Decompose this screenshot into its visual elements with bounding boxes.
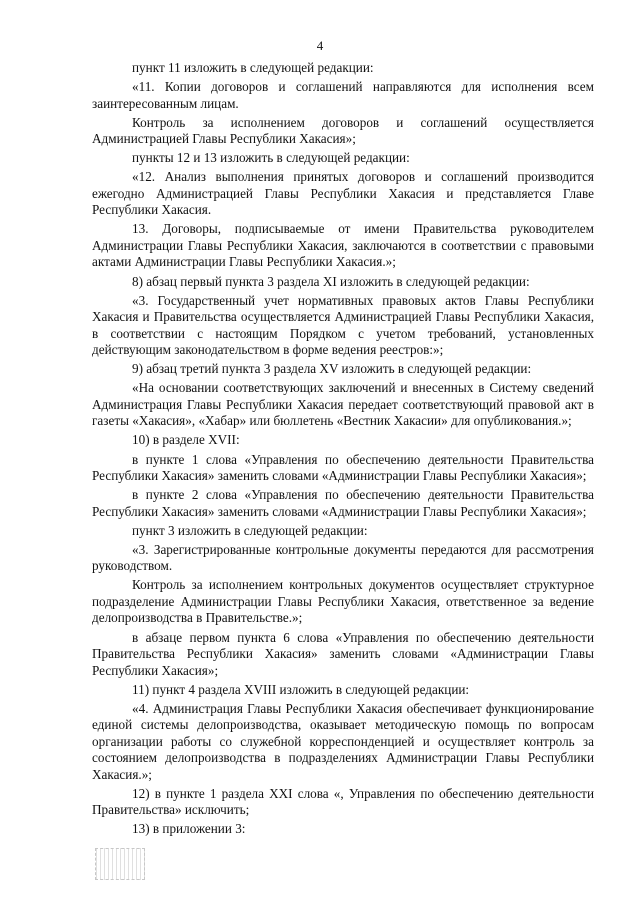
paragraph: «4. Администрация Главы Республики Хакасия обеспечивает функционирование единой системы делопроизводства, оказывает методическую помощь по вопросам организации работы со служебной корреспонденцией и осуществляет контроль за состоянием делопроизводства в подразделениях Администрации Главы Республики Хакасия.»; <box>92 700 594 782</box>
paragraph: «12. Анализ выполнения принятых договоров и соглашений производится ежегодно Администрацией Главы Республики Хакасия и представляется Главе Республики Хакасия. <box>92 169 594 218</box>
paragraph: в пункте 1 слова «Управления по обеспечению деятельности Правительства Республики Хакасия» заменить словами «Администрации Главы Республики Хакасия»; <box>92 451 594 484</box>
paragraph: «3. Государственный учет нормативных правовых актов Главы Республики Хакасия и Правительства осуществляется Администрацией Главы Республики Хакасия, в соответствии с настоящим Порядком с учетом требований, установленных действующим законодательством в форме ведения реестров:»; <box>92 292 594 358</box>
paragraph: 13. Договоры, подписываемые от имени Правительства руководителем Администрации Главы Республики Хакасия, заключаются в соответствии с правовыми актами Администрации Главы Республики Хакасия.»; <box>92 221 594 270</box>
page-number: 4 <box>316 38 324 53</box>
paragraph: 12) в пункте 1 раздела XXI слова «, Управления по обеспечению деятельности Правительства» исключить; <box>92 785 594 818</box>
paragraph: 9) абзац третий пункта 3 раздела XV изложить в следующей редакции: <box>132 361 532 377</box>
paragraph: 8) абзац первый пункта 3 раздела XI изложить в следующей редакции: <box>132 273 530 289</box>
paragraph: «На основании соответствующих заключений и внесенных в Систему сведений Администрация Главы Республики Хакасия передает соответствующий правовой акт в газеты «Хакасия», «Хабар» или бюллетень «Вестник Хакасии» для опубликования.»; <box>92 380 594 429</box>
faint-stamp-mark <box>95 848 145 880</box>
paragraph: 11) пункт 4 раздела XVIII изложить в следующей редакции: <box>132 681 470 697</box>
paragraph: 13) в приложении 3: <box>132 821 246 837</box>
paragraph: «3. Зарегистрированные контрольные документы передаются для рассмотрения руководством. <box>92 541 594 574</box>
document-body <box>92 60 594 840</box>
paragraph: 10) в разделе XVII: <box>132 432 240 448</box>
paragraph: пункты 12 и 13 изложить в следующей редакции: <box>132 150 410 166</box>
paragraph: пункт 11 изложить в следующей редакции: <box>132 60 374 75</box>
paragraph: пункт 3 изложить в следующей редакции: <box>132 522 368 538</box>
paragraph: «11. Копии договоров и соглашений направляются для исполнения всем заинтересованным лицам. <box>92 79 594 111</box>
paragraph: Контроль за исполнением контрольных документов осуществляет структурное подразделение Администрации Главы Республики Хакасия, ответственное за ведение делопроизводства в Правительстве.»; <box>92 577 594 626</box>
paragraph: Контроль за исполнением договоров и соглашений осуществляется Администрацией Главы Республики Хакасия»; <box>92 114 594 147</box>
paragraph: в абзаце первом пункта 6 слова «Управления по обеспечению деятельности Правительства Республики Хакасия» заменить словами «Администрации Главы Республики Хакасия»; <box>92 629 594 678</box>
paragraph: в пункте 2 слова «Управления по обеспечению деятельности Правительства Республики Хакасия» заменить словами «Администрации Главы Республики Хакасия»; <box>92 487 594 519</box>
